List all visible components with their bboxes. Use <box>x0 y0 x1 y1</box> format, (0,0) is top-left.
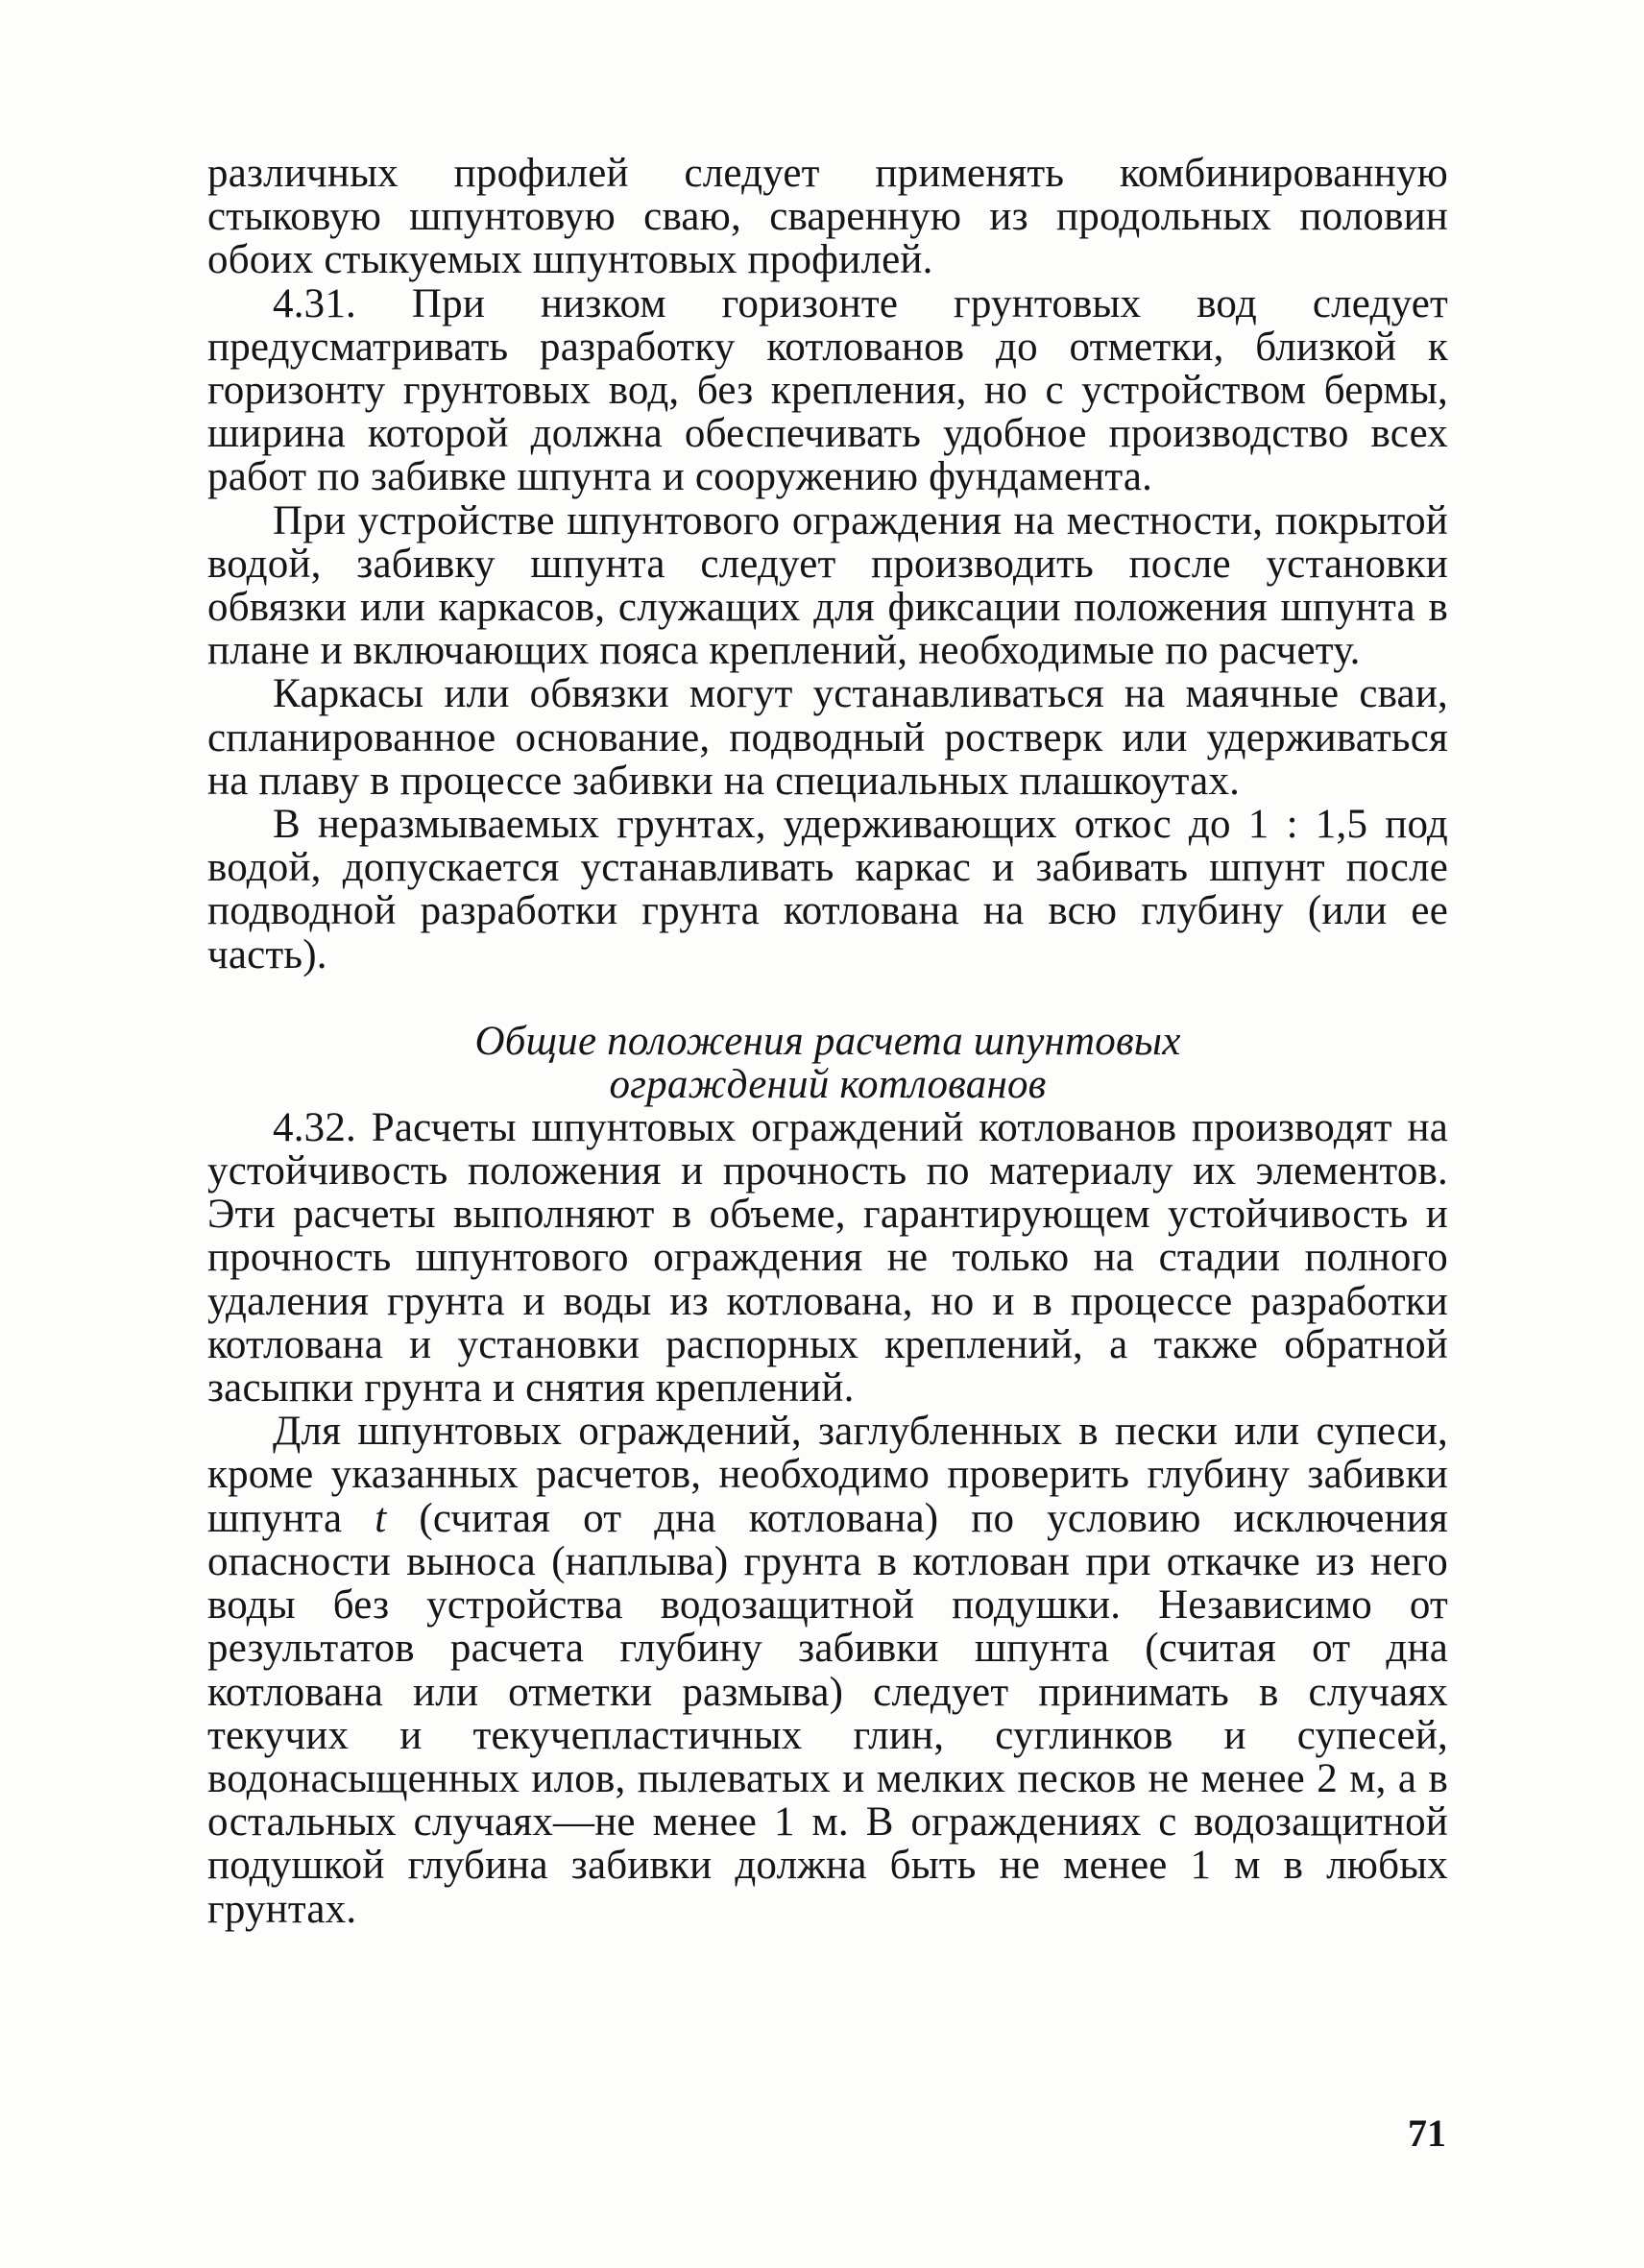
paragraph-sand-depth-part-2: (считая от дна котлована) по условию исключения опасности выноса (наплыва) грунта в котлован при откачке из него воды без устройства водозащитной подушки. Независимо от результатов расчета глубину забивки шпунта (считая от дна котлована или отметки размыва) следует принимать в случаях текучих и текучепластичных глин, суглинков и супесей, водонасыщенных илов, пылеватых и мелких песков не менее 2 м, а в остальных случаях—не менее 1 м. В ограждениях с водозащитной подушкой глубина забивки должна быть не менее 1 м в любых грунтах. <box>207 1495 1448 1932</box>
paragraph-frames: Каркасы или обвязки могут устанавливаться на маячные сваи, спланированное основание, подводный ростверк или удерживаться на плаву в процессе забивки на специальных плашкоутах. <box>207 671 1448 804</box>
paragraph-sand-depth <box>207 1410 1448 1930</box>
page-number: 71 <box>1408 2111 1446 2155</box>
section-heading-line-2: ограждений котлованов <box>609 1061 1047 1107</box>
variable-t: t <box>375 1495 387 1541</box>
paragraph-non-erodible: В неразмываемых грунтах, удерживающих откос до 1 : 1,5 под водой, допускается устанавливать каркас и забивать шпунт после подводной разработки грунта котлована на всю глубину (или ее часть). <box>207 802 1448 977</box>
section-heading <box>207 1020 1448 1106</box>
paragraph-water-covered: При устройстве шпунтового ограждения на местности, покрытой водой, забивку шпунта следует производить после установки обвязки или каркасов, служащих для фиксации положения шпунта в плане и включающих пояса креплений, необходимые по расчету. <box>207 497 1448 674</box>
section-heading-line-1: Общие положения расчета шпунтовых <box>474 1018 1181 1064</box>
paragraph-4-31: 4.31. При низком горизонте грунтовых вод следует предусматривать разработку котлованов до отметки, близкой к горизонту грунтовых вод, без крепления, но с устройством бермы, ширина которой должна обеспечивать удобное производство всех работ по забивке шпунта и сооружению фундамента. <box>207 280 1448 500</box>
paragraph-sand-depth-part-1: Для шпунтовых ограждений, заглубленных в пески или супеси, кроме указанных расчетов, необходимо проверить глубину забивки шпунта <box>207 1409 1448 1541</box>
paragraph-continuation: различных профилей следует применять комбинированную стыковую шпунтовую сваю, сваренную из продольных половин обоих стыкуемых шпунтовых профилей. <box>207 151 1448 283</box>
body-text <box>207 152 1448 1931</box>
paragraph-4-32: 4.32. Расчеты шпунтовых ограждений котлованов производят на устойчивость положения и прочность по материалу их элементов. Эти расчеты выполняют в объеме, гарантирующем устойчивость и прочность шпунтового ограждения не только на стадии полного удаления грунта и воды из котлована, но и в процессе разработки котлована и установки распорных креплений, а также обратной засыпки грунта и снятия креплений. <box>207 1104 1448 1411</box>
